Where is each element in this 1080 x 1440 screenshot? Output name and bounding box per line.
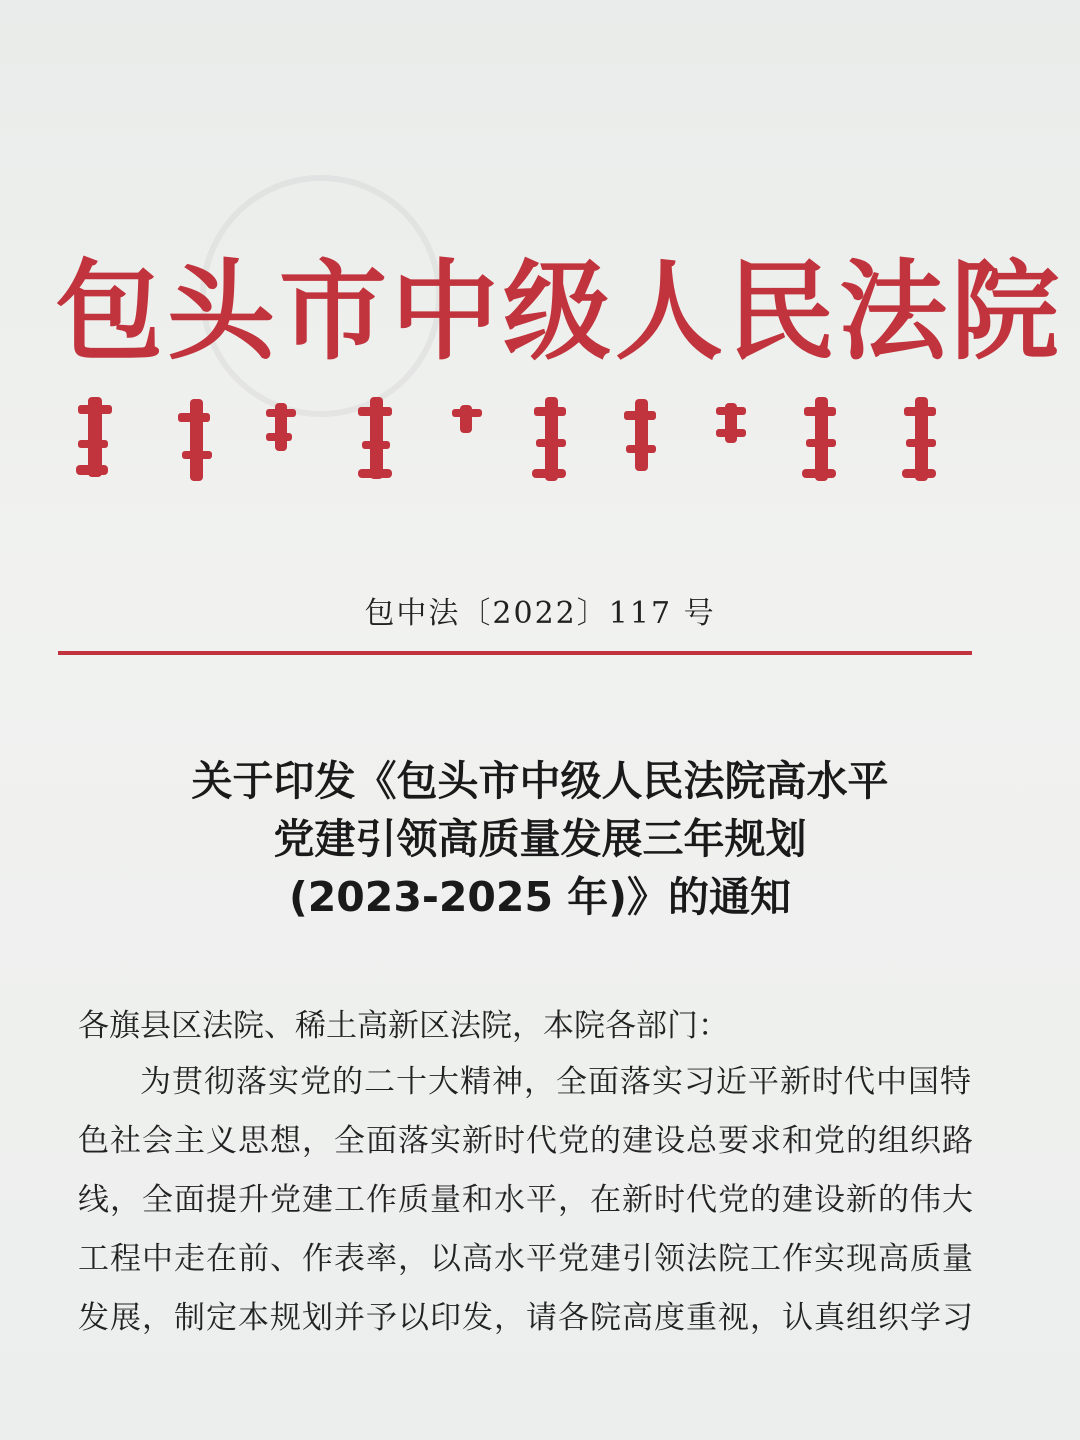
- body-line: 色社会主义思想，全面落实新时代党的建设总要求和党的组织路: [78, 1123, 974, 1159]
- body-line: 为贯彻落实党的二十大精神，全面落实习近平新时代中国特: [140, 1064, 972, 1100]
- body-paragraph: [78, 1053, 978, 1348]
- document-title: [0, 752, 1080, 926]
- red-divider-line: [58, 651, 972, 655]
- title-line: 党建引领高质量发展三年规划: [273, 815, 807, 863]
- body-line: 工程中走在前、作表率，以高水平党建引领法院工作实现高质量: [78, 1241, 974, 1277]
- salutation: 各旗县区法院、稀土高新区法院，本院各部门：: [78, 1008, 729, 1044]
- title-line: 关于印发《包头市中级人民法院高水平: [191, 757, 889, 805]
- document-number: 包中法〔2022〕117 号: [364, 596, 716, 631]
- mongolian-script-court-name: [70, 385, 970, 495]
- body-line: 线，全面提升党建工作质量和水平，在新时代党的建设新的伟大: [78, 1182, 974, 1218]
- mongolian-script-glyphs: [76, 397, 936, 481]
- title-line: (2023-2025 年)》的通知: [289, 873, 791, 921]
- court-name-heading: 包头市中级人民法院: [55, 249, 1064, 375]
- body-line: 发展，制定本规划并予以印发，请各院高度重视，认真组织学习: [78, 1300, 974, 1336]
